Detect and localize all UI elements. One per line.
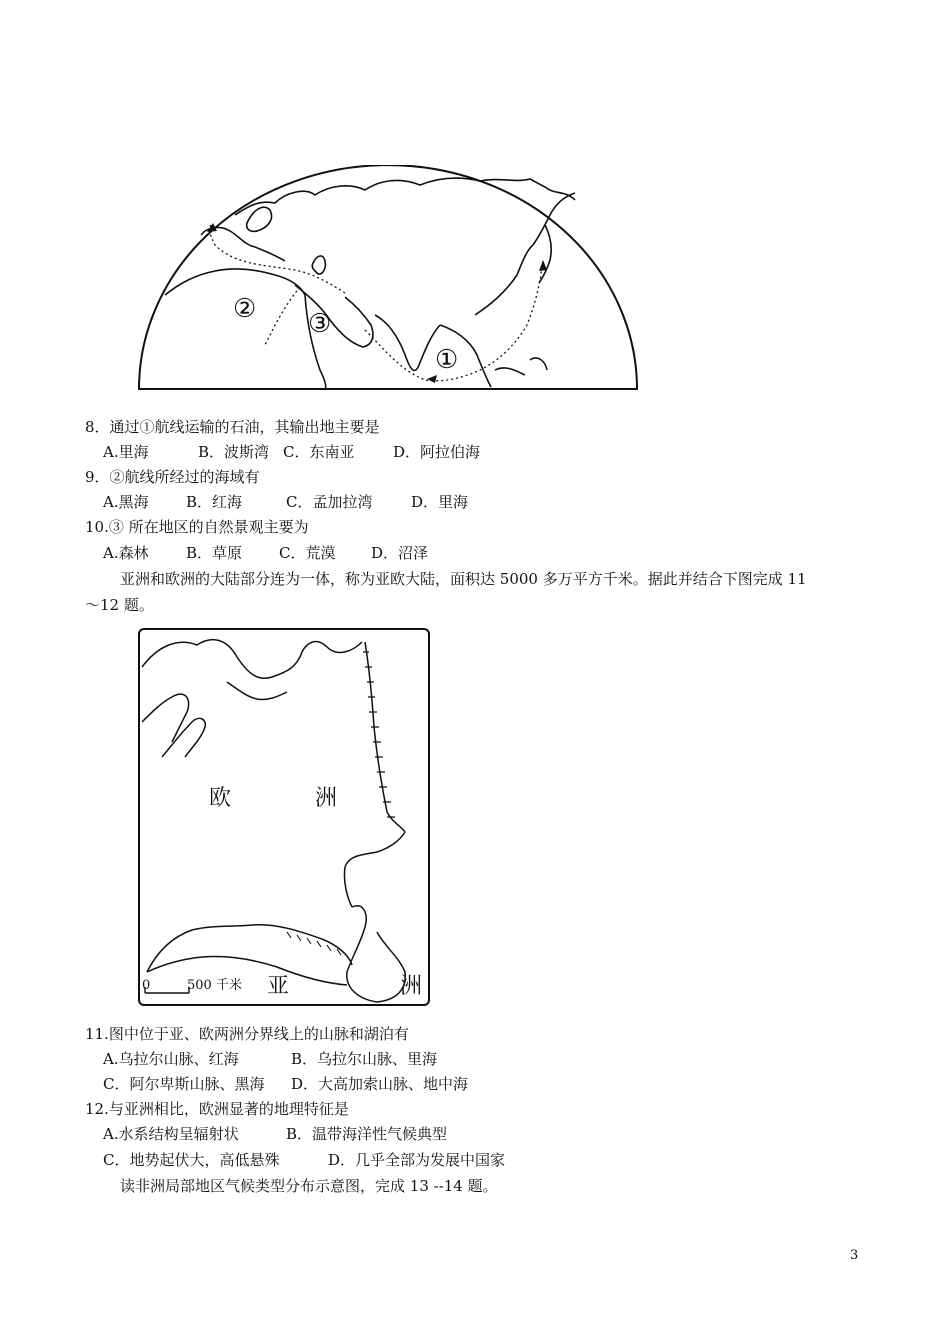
question-8-stem: 8．通过①航线运输的石油，其输出地主要是 (85, 418, 380, 436)
label-europe-1: 欧 (209, 786, 232, 811)
scale-label: 500 千米 (187, 978, 242, 993)
map-frame (139, 629, 429, 1005)
option-c: C．东南亚 (283, 443, 355, 461)
coastlines (165, 178, 575, 390)
intro-paragraph-2: 读非洲局部地区气候类型分布示意图，完成 13 --14 题。 (120, 1177, 498, 1195)
label-asia-2: 洲 (400, 974, 423, 999)
page-number: 3 (850, 1248, 859, 1263)
option-d: D．沼泽 (371, 544, 429, 562)
intro-paragraph-1: 亚洲和欧洲的大陆部分连为一体，称为亚欧大陆，面积达 5000 多万平方千米。据此并结合下图完成 11 (120, 570, 807, 588)
arrow-route-1 (539, 260, 547, 271)
label-europe-2: 洲 (315, 786, 338, 811)
label-asia-1: 亚 (267, 974, 290, 999)
marker-2: ② (233, 294, 257, 324)
marker-1: ① (435, 345, 459, 375)
question-9-stem: 9．②航线所经过的海域有 (85, 468, 260, 486)
option-d: D．大高加索山脉、地中海 (291, 1075, 469, 1093)
option-a: A.水系结构呈辐射状 (103, 1125, 239, 1143)
option-a: A.森林 (103, 544, 149, 562)
option-c: C．阿尔卑斯山脉、黑海 (103, 1075, 265, 1093)
option-b: B．波斯湾 (198, 443, 270, 461)
option-c: C．地势起伏大，高低悬殊 (103, 1151, 280, 1169)
question-9-options (103, 492, 468, 512)
option-a: A.黑海 (103, 493, 149, 511)
option-b: B．草原 (186, 544, 243, 562)
question-8-options (103, 442, 480, 462)
intro-paragraph-1-cont: ～12 题。 (85, 596, 154, 614)
question-11-stem: 11.图中位于亚、欧两洲分界线上的山脉和湖泊有 (85, 1025, 409, 1043)
question-10-options (103, 543, 428, 563)
route-map (135, 165, 640, 395)
question-12-stem: 12.与亚洲相比，欧洲显著的地理特征是 (85, 1100, 349, 1118)
arrow-route-1-south (427, 375, 437, 383)
question-12-options-row2 (103, 1150, 505, 1170)
marker-3: ③ (308, 309, 332, 339)
option-d: D．阿拉伯海 (393, 443, 481, 461)
option-a: A.乌拉尔山脉、红海 (103, 1050, 239, 1068)
option-a: A.里海 (103, 443, 149, 461)
globe-outline (139, 165, 637, 389)
option-b: B．乌拉尔山脉、里海 (291, 1050, 438, 1068)
option-c: C．孟加拉湾 (286, 493, 373, 511)
option-d: D．几乎全部为发展中国家 (328, 1151, 506, 1169)
question-12-options-row1 (103, 1124, 447, 1144)
question-11-options-row2 (103, 1074, 468, 1094)
option-b: B．红海 (186, 493, 243, 511)
question-10-stem: 10.③ 所在地区的自然景观主要为 (85, 518, 309, 536)
option-c: C．荒漠 (279, 544, 336, 562)
option-d: D．里海 (411, 493, 469, 511)
option-b: B．温带海洋性气候典型 (286, 1125, 448, 1143)
scale-zero: 0 (142, 978, 151, 993)
question-11-options-row1 (103, 1049, 437, 1069)
europe-map (137, 627, 433, 1009)
